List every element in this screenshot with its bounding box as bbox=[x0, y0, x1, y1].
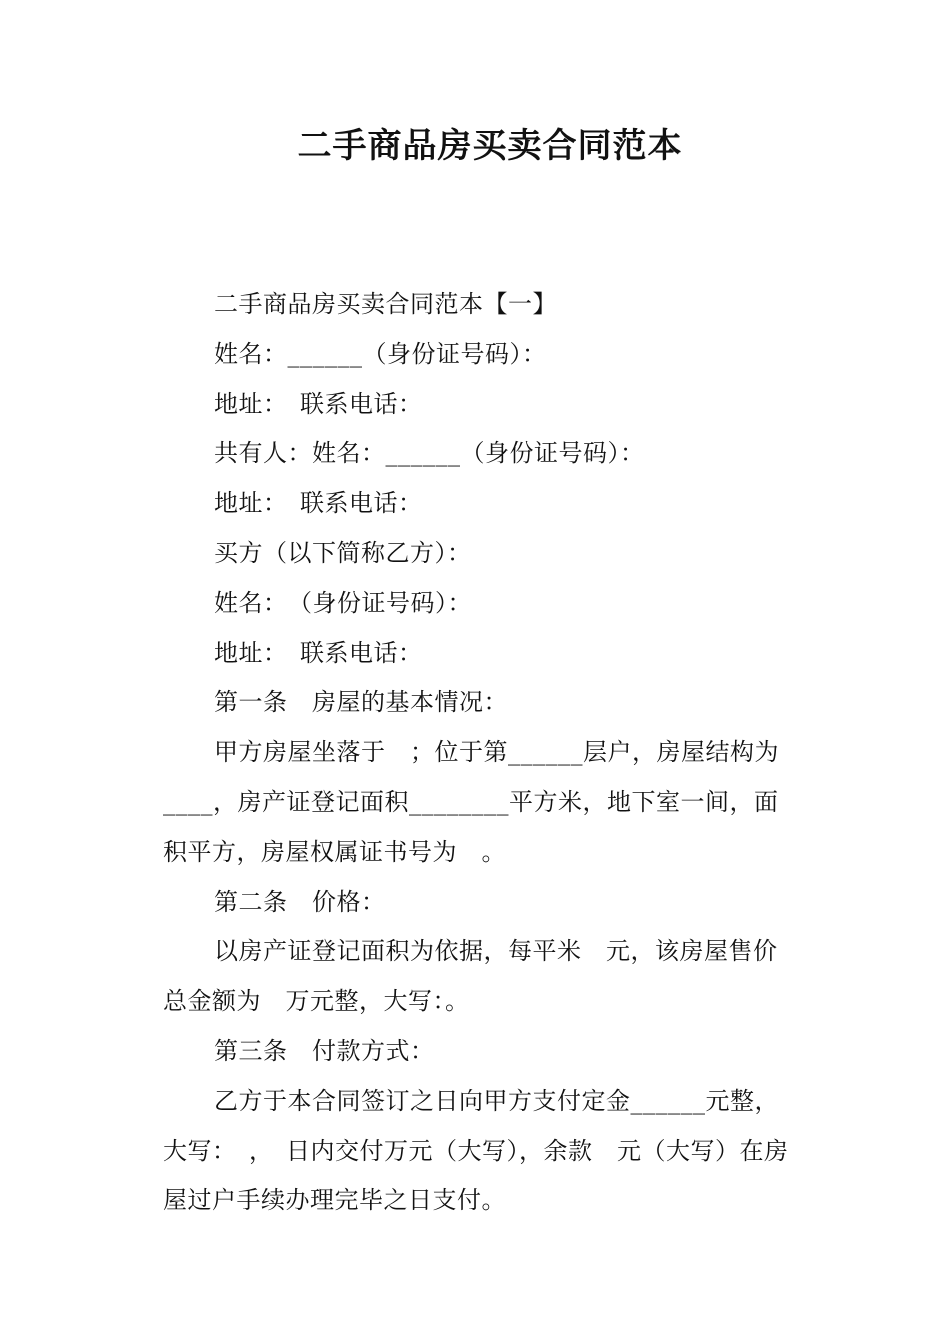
buyer-address-line: 地址： 联系电话： bbox=[214, 638, 423, 667]
seller-address-line: 地址： 联系电话： bbox=[214, 389, 423, 418]
section-heading: 二手商品房买卖合同范本【一】 bbox=[214, 290, 557, 318]
contract-body bbox=[163, 280, 793, 1226]
co-owner-name-line: 共有人：姓名：______（身份证号码）： bbox=[214, 439, 645, 468]
article-2-text: 以房产证登记面积为依据，每平米 元，该房屋售价总金额为 万元整，大写：。 bbox=[163, 937, 778, 1016]
document-title: 二手商品房买卖合同范本 bbox=[297, 126, 683, 166]
seller-name-line: 姓名：______（身份证号码）： bbox=[214, 339, 547, 368]
article-1-text: 甲方房屋坐落于 ；位于第______层户，房屋结构为____，房产证登记面积________平方米，地下室一间，面积平方，房屋权属证书号为 。 bbox=[163, 738, 779, 866]
co-owner-address-line: 地址： 联系电话： bbox=[214, 489, 423, 518]
article-3-heading: 第三条 付款方式： bbox=[214, 1036, 435, 1065]
article-1-heading: 第一条 房屋的基本情况： bbox=[214, 688, 508, 717]
buyer-name-line: 姓名： （身份证号码）： bbox=[214, 588, 472, 617]
article-2-heading: 第二条 价格： bbox=[214, 887, 386, 916]
buyer-heading-line: 买方（以下简称乙方）： bbox=[214, 538, 472, 567]
article-3-text: 乙方于本合同签订之日向甲方支付定金______元整，大写： ， 日内交付万元（大写），余款 元（大写）在房屋过户手续办理完毕之日支付。 bbox=[163, 1086, 789, 1215]
